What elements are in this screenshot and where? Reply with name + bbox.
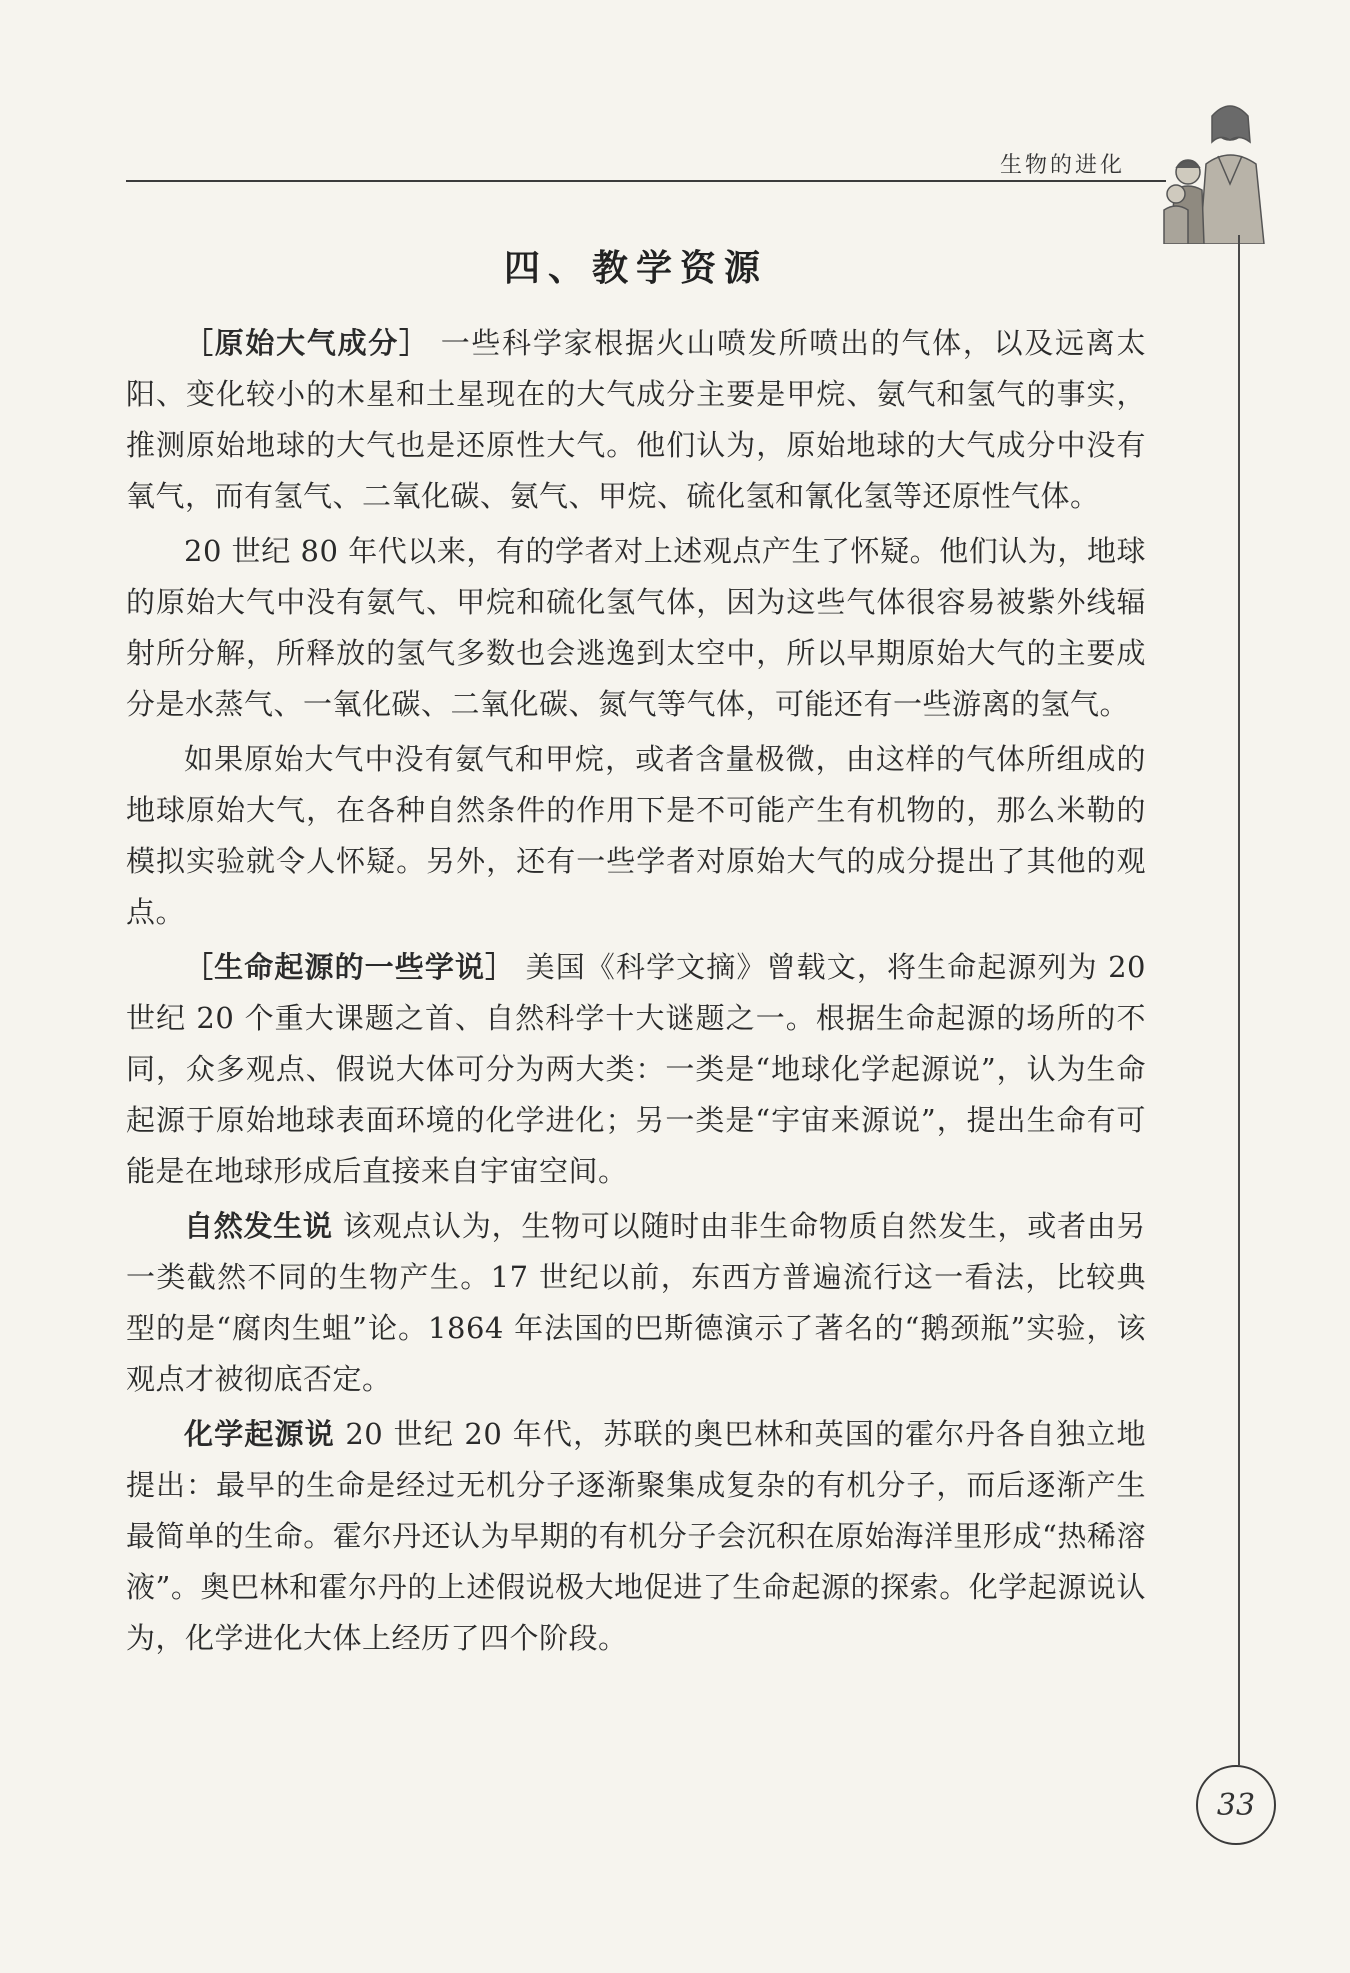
term-heading: ［生命起源的一些学说］	[184, 950, 516, 984]
section-title: 四、教学资源	[503, 248, 768, 289]
header-rule	[126, 180, 1166, 182]
term-heading: 化学起源说	[184, 1417, 335, 1451]
paragraph-doubt	[126, 526, 1146, 730]
page-number: 33	[1196, 1765, 1276, 1845]
paragraph-text: 如果原始大气中没有氨气和甲烷，或者含量极微，由这样的气体所组成的地球原始大气，在各种自然条件的作用下是不可能产生有机物的，那么米勒的模拟实验就令人怀疑。另外，还有一些学者对原始大气的成分提出了其他的观点。	[126, 742, 1146, 929]
body-text	[126, 318, 1146, 1668]
paragraph-origin-theories	[126, 942, 1146, 1197]
paragraph-text: 该观点认为，生物可以随时由非生命物质自然发生，或者由另一类截然不同的生物产生。17 世纪以前，东西方普遍流行这一看法，比较典型的是“腐肉生蛆”论。1864 年法国的巴斯德演示了著名的“鹅颈瓶”实验，该观点才被彻底否定。	[126, 1209, 1146, 1396]
paragraph-text: 美国《科学文摘》曾载文，将生命起源列为 20 世纪 20 个重大课题之首、自然科学十大谜题之一。根据生命起源的场所的不同，众多观点、假说大体可分为两大类：一类是“地球化学起源说”，认为生命起源于原始地球表面环境的化学进化；另一类是“宇宙来源说”，提出生命有可能是在地球形成后直接来自宇宙空间。	[126, 950, 1147, 1188]
paragraph-text: 20 世纪 80 年代以来，有的学者对上述观点产生了怀疑。他们认为，地球的原始大气中没有氨气、甲烷和硫化氢气体，因为这些气体很容易被紫外线辐射所分解，所释放的氢气多数也会逃逸到太空中，所以早期原始大气的主要成分是水蒸气、一氧化碳、二氧化碳、氮气等气体，可能还有一些游离的氢气。	[126, 534, 1146, 721]
margin-rule	[1238, 235, 1240, 1765]
paragraph-text: 20 世纪 20 年代，苏联的奥巴林和英国的霍尔丹各自独立地提出：最早的生命是经过无机分子逐渐聚集成复杂的有机分子，而后逐渐产生最简单的生命。霍尔丹还认为早期的有机分子会沉积在原始海洋里形成“热稀溶液”。奥巴林和霍尔丹的上述假说极大地促进了生命起源的探索。化学起源说认为，化学进化大体上经历了四个阶段。	[126, 1417, 1146, 1655]
running-header-title: 生物的进化	[1000, 153, 1126, 178]
paragraph-text: 一些科学家根据火山喷发所喷出的气体，以及远离太阳、变化较小的木星和土星现在的大气成分主要是甲烷、氨气和氢气的事实，推测原始地球的大气也是还原性大气。他们认为，原始地球的大气成分中没有氧气，而有氢气、二氧化碳、氨气、甲烷、硫化氢和氰化氢等还原性气体。	[126, 326, 1146, 513]
teacher-students-illustration	[1160, 94, 1300, 244]
term-heading: ［原始大气成分］	[184, 326, 430, 360]
term-heading: 自然发生说	[184, 1209, 333, 1243]
paragraph-miller	[126, 734, 1146, 938]
paragraph-atmosphere	[126, 318, 1146, 522]
paragraph-chemical-origin	[126, 1409, 1146, 1664]
paragraph-spontaneous-generation	[126, 1201, 1146, 1405]
